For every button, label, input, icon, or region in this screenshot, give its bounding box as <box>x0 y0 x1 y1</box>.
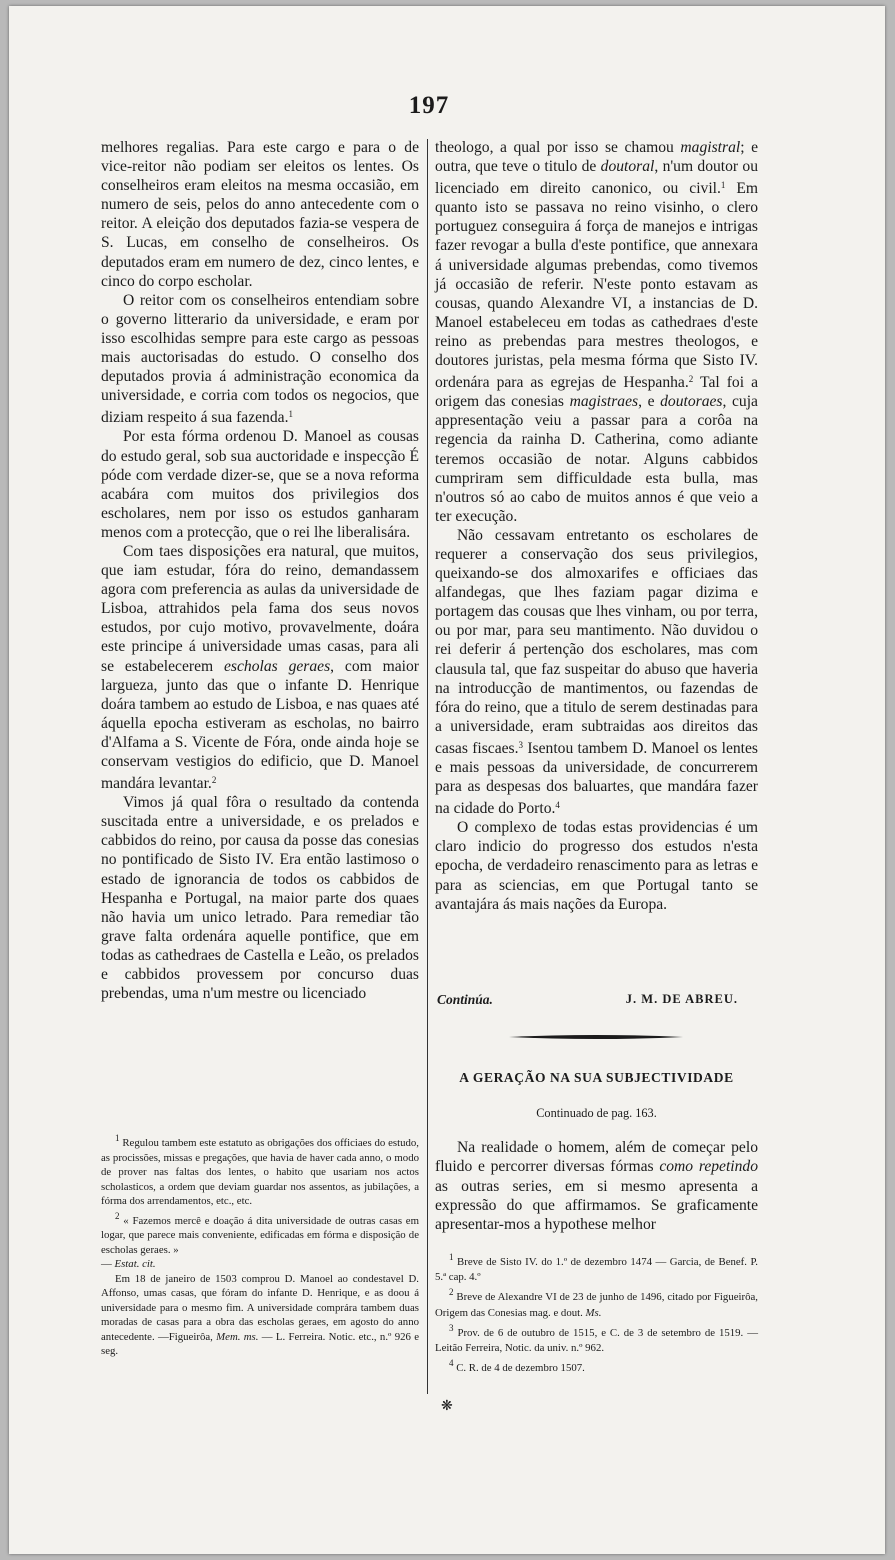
left-paragraph-4 <box>101 542 419 793</box>
right-footnote-2-text: Breve de Alexandre VI de 23 de junho de 1496, citado por Figueirôa, Origem das Conesias mag. e dout. <box>435 1291 758 1319</box>
right-footnote-2-mark: 2 <box>449 1287 454 1298</box>
footnote-2 <box>101 1209 419 1272</box>
footnote-ref-r4[interactable]: 4 <box>555 800 560 811</box>
page-number: 197 <box>408 92 450 119</box>
article-body-a: Na realidade o homem, além de começar pelo fluido e percorrer diversas fórmas <box>435 1139 758 1176</box>
right-column <box>435 138 758 914</box>
footnote-1-text: Regulou tambem este estatuto as obrigações dos officiaes do estudo, as procissões, missas e pregações, que havia de haver cada anno, o modo de prover nas faltas dos lentes, o habito que usariam nos actos scholasticos, a ordem que deviam guardar nos assentos, as jubilações, a fórma dos arrendamentos, etc., etc. <box>101 1137 419 1207</box>
left-paragraph-3: Por esta fórma ordenou D. Manoel as cousas do estudo geral, sob sua auctoridade e inspecção É póde com verdade dizer-se, que se a nova reforma acabára com muitos dos privilegios dos escholares, nem por isso os estudos ganharam menos com a protecção, que o rei lhe liberalisára. <box>101 428 419 541</box>
continua-label: Continúa. <box>437 992 493 1007</box>
right-footnote-3-text: Prov. de 6 de outubro de 1515, e C. de 3 de setembro de 1519. — Leitão Ferreira, Notic. da univ. n.º 962. <box>435 1326 758 1355</box>
left-paragraph-1: melhores regalias. Para este cargo e para o de vice-reitor não podiam ser eleitos os lentes. Os conselheiros eram eleitos na mesma occasião, em numero de seis, pelos do anno antecedente com o reitor. A eleição dos deputados fazia-se vespera de S. Lucas, em conselho de conselheiros. Os deputados eram em numero de dez, cinco lentes, e cinco do corpo escholar. <box>101 139 419 290</box>
footnote-ref-r2[interactable]: 2 <box>688 374 694 385</box>
right-p1-italic-4: doutoraes <box>660 393 723 411</box>
page-sheet <box>9 6 885 1554</box>
footnote-ref-r1[interactable]: 1 <box>720 180 726 191</box>
ornament-mark: ❋ <box>441 1399 453 1414</box>
footnote-2-quote: « Fazemos mercê e doação á dita universidade de outras casas em logar, que parece mais conveniente, edificadas em fórma e disposição de escholas geraes. » <box>101 1214 419 1256</box>
right-footnote-2-italic: Ms. <box>585 1306 602 1319</box>
right-footnote-1 <box>435 1250 758 1285</box>
right-p2-a: Não cessavam entretanto os escholares de requerer a conservação dos seus privilegios, queixando-se dos almoxarifes e officiaes das alfandegas, que lhes faziam pagar dizima e portagem das cousas que lhes vinham, ou por terra, ou por mar, para seu mantimento. Não duvidou o rei deferir á pertenção dos escholares, mas com clausula tal, que faz suspeitar do abuso que haveria na introducção de mantimentos, ou fazendas de fóra do reino, que a titulo de serem destinadas para a universidade, eram subtraidas aos direitos das casas fiscaes. <box>435 526 758 757</box>
right-footnote-1-mark: 1 <box>449 1252 454 1262</box>
footnote-1-mark: 1 <box>115 1133 120 1143</box>
right-paragraph-2 <box>435 526 758 818</box>
right-p1-c: , n'um doutor ou licenciado em direito canonico, ou civil. <box>435 158 759 198</box>
footnote-ref-r3[interactable]: 3 <box>518 739 524 750</box>
article-title: A GERAÇÃO NA SUA SUBJECTIVIDADE <box>459 1070 734 1085</box>
right-p1-italic-1: magistral <box>680 139 741 156</box>
footnote-1 <box>101 1131 419 1209</box>
left-paragraph-2-text: O reitor com os conselheiros entendiam sobre o governo litterario da universidade, e eram por isso escolhidas sempre para este cargo as pessoas mais auctorisadas do estudo. O conselho dos deputados provia á administração economica da universidade, e corria com todos os negocios, que diziam respeito á sua fazenda. <box>101 291 419 427</box>
footnote-2-source-dash: — <box>101 1258 115 1270</box>
article-body-italic: como repetindo <box>659 1158 759 1176</box>
right-p1-italic-3: magistraes <box>569 393 639 411</box>
footnote-ref-2[interactable]: 2 <box>211 775 217 786</box>
right-p1-italic-2: doutoral <box>600 158 655 176</box>
footnote-2-continued <box>101 1272 419 1359</box>
left-paragraph-4-text-b: , com maior largueza, junto das que o infante D. Henrique doára tambem ao estudo de Lisboa, e nas quaes até áquella epocha estiveram as escholas, no bairro d'Alfama a S. Vicente de Fóra, onde ainda hoje se conservam vestigios do edificio, que D. Manoel mandára levantar. <box>101 657 419 793</box>
article-body-b: as outras series, em si mesmo apresenta a expressão do que affirmamos. Se graficamente apresentar-mos a hypothese melhor <box>435 1177 758 1234</box>
left-paragraph-2 <box>101 291 419 428</box>
right-footnotes <box>435 1250 758 1376</box>
footnote-2-cont-text: Em 18 de janeiro de 1503 comprou D. Manoel ao condestavel D. Affonso, umas casas, que fóram do infante D. Henrique, e as doou á universidade para o mesmo fim. A universidade comprára tambem duas moradas de casas para a obra das escholas geraes, em agosto do anno antecedente. —Figueirôa, <box>101 1272 419 1343</box>
section-separator <box>509 1034 683 1040</box>
footnote-ref-1[interactable]: 1 <box>288 409 293 420</box>
right-p1-e: Tal foi a origem das conesias <box>435 374 759 411</box>
right-footnote-3-mark: 3 <box>449 1322 454 1333</box>
right-paragraph-1 <box>435 138 758 526</box>
right-p1-d: Em quanto isto se passava no reino visinho, o clero portuguez conseguira á força de manejos e intrigas fazer revogar a bulla d'este pontifice, que annexara á universidade algumas prebendas, como tivemos já occasião de referir. N'este ponto estavam as cousas, quando Alexandre VI, a instancias de D. Manoel estabeleceu em todas as cathedraes d'este reino as prebendas para mestres theologos, e doutores juristas, pela mesma fórma que Sisto IV. ordenára para as egrejas de Hespanha. <box>435 180 758 392</box>
left-footnotes <box>101 1131 419 1359</box>
right-paragraph-3: O complexo de todas estas providencias é um claro indicio do progresso dos estudos n'esta epocha, de verdadeiro renascimento para as letras e para as sciencias, em que Portugal tanto se avantajára ás mais nações da Europa. <box>435 819 758 913</box>
footnote-2-source: Estat. cit. <box>114 1258 156 1270</box>
right-footnote-3 <box>435 1321 758 1356</box>
article-signoff <box>435 992 758 1012</box>
footnote-2-mark: 2 <box>115 1210 120 1221</box>
right-footnote-4 <box>435 1356 758 1376</box>
right-p2-b: Isentou tambem D. Manoel os lentes e mais pessoas da universidade, de concurrerem para as despesas dos baluartes, que mandára fazer na cidade do Porto. <box>435 739 759 818</box>
left-column <box>101 138 419 1003</box>
left-paragraph-5: Vimos já qual fôra o resultado da contenda suscitada entre a universidade, e os prelados e cabbidos do reino, por causa da posse das conesias no pontificado de Sisto IV. Era então lastimoso o estado de ignorancia de todos os cabbidos de Hespanha e Portugal, na maior parte dos quaes não havia um unico letrado. Para remediar tão grave falta ordenára aquelle pontifice, que em todas as cathedraes de Castella e Leão, os prelados e cabbidos provessem por concurso duas prebendas, uma n'um mestre ou licenciado <box>101 794 419 1003</box>
article-paragraph-1 <box>435 1138 758 1234</box>
right-p1-g: , cuja appresentação veiu a passar para a corôa na regencia da rainha D. Catherina, como adiante teremos occasião de notar. Alguns cabbidos cumpriram sem difficuldade esta bulla, mas n'outros só ao cabo de muitos annos é que veio a ter execução. <box>435 393 758 525</box>
footnote-2-cont-italic: Mem. ms. <box>216 1330 259 1343</box>
right-p1-b: ; e outra, que teve o titulo de <box>435 139 758 176</box>
right-footnote-4-mark: 4 <box>449 1358 454 1369</box>
article-subtitle: Continuado de pag. 163. <box>536 1106 657 1120</box>
left-paragraph-4-text-a: Com taes disposições era natural, que muitos, que iam estudar, fóra do reino, demandassem agora com preferencia as aulas da universidade de Lisboa, attrahidos pela fama dos seus novos estudos, por cujo motivo, provavelmente, doára este principe á universidade umas casas, para ali se estabelecerem <box>101 542 419 675</box>
right-p1-a: theologo, a qual por isso se chamou <box>435 139 674 156</box>
right-footnote-2 <box>435 1285 758 1320</box>
right-footnote-1-text: Breve de Sisto IV. do 1.º de dezembro 1474 — Garcia, de Benef. P. 5.ª cap. 4.º <box>435 1256 758 1284</box>
footnote-2-cont-end: — L. Ferreira. Notic. etc., n.º 926 e seg. <box>101 1330 419 1357</box>
right-p1-f: , e <box>638 393 655 411</box>
column-divider <box>427 139 428 1394</box>
author-name: J. M. DE ABREU. <box>625 992 738 1006</box>
article-body <box>435 1138 758 1234</box>
right-footnote-4-text: C. R. de 4 de dezembro 1507. <box>456 1362 585 1375</box>
left-paragraph-4-italic: escholas geraes <box>224 657 331 675</box>
